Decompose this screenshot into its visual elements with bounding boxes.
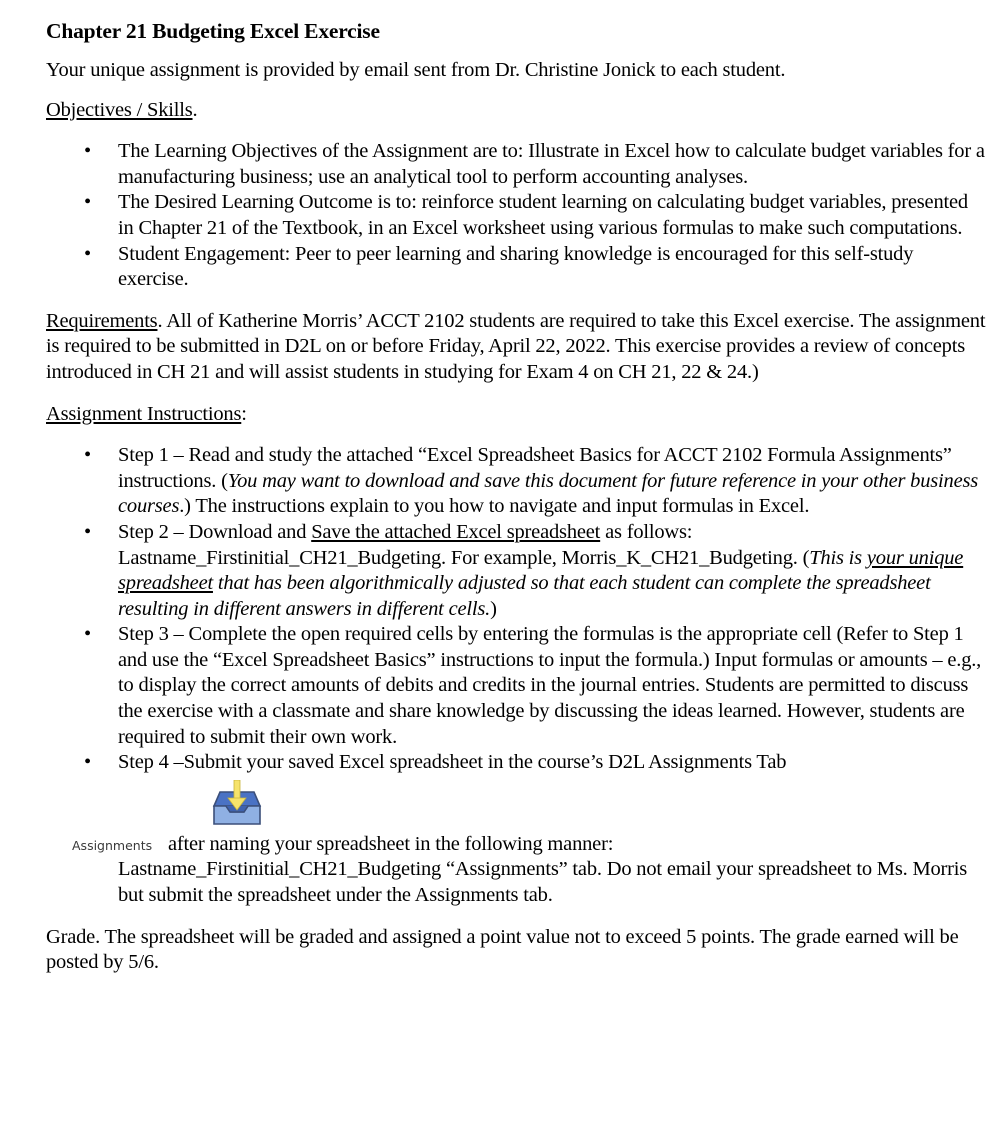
step-4-text: Step 4 –Submit your saved Excel spreadsheet in the course’s D2L Assignments Tab [118,751,787,774]
objective-text: The Desired Learning Outcome is to: reinforce student learning on calculating budget variables, presented in Chapter 21 of the Textbook, in an Excel worksheet using various formulas to make such computations. [118,191,968,239]
bullet-icon: • [84,191,91,214]
list-item [46,190,986,241]
bullet-icon: • [84,623,91,646]
instructions-heading-text: Assignment Instructions [46,402,242,425]
instructions-heading [46,402,986,428]
objective-text: Student Engagement: Peer to peer learning and sharing knowledge is encouraged for this self-study exercise. [118,242,914,291]
step-2-naming: as follows: Lastname_Firstinitial_CH21_Budgeting. For example, Morris_K_CH21_Budgeting. ( [118,520,810,569]
bullet-icon: • [84,444,91,467]
step-2-text: Step 2 – Download and [118,520,312,543]
heading-punctuation: : [241,402,247,425]
heading-punctuation: . [192,98,198,121]
intro-paragraph: Your unique assignment is provided by email sent from Dr. Christine Jonick to each student. [46,59,786,81]
unique-spreadsheet-emphasis: your unique spreadsheet [118,546,964,595]
step-4-naming-detail: Lastname_Firstinitial_CH21_Budgeting “Assignments” tab. Do not email your spreadsheet to Ms. Morris but submit the spreadsheet under the Assignments tab. [118,858,968,907]
objectives-list [46,139,986,293]
instructions-list [46,443,986,909]
assignments-icon-row [118,780,986,832]
assignments-line [72,832,986,858]
closing-paren: ) [490,597,497,620]
requirements-paragraph [46,309,986,386]
objectives-heading [46,98,986,124]
step-4-naming-intro: after naming your spreadsheet in the following manner: [168,832,614,855]
step-1-item [46,443,986,520]
list-item [46,242,986,293]
objectives-heading-text: Objectives / Skills [46,98,193,121]
document-page [46,14,986,976]
list-item [46,139,986,190]
grade-paragraph: Grade. The spreadsheet will be graded and assigned a point value not to exceed 5 points. The grade earned will be posted by 5/6. [46,925,959,974]
document-title: Chapter 21 Budgeting Excel Exercise [46,19,380,43]
objective-text: The Learning Objectives of the Assignment are to: Illustrate in Excel how to calculate budget variables for a manufacturing business; use an analytical tool to perform accounting analyses. [118,140,985,188]
save-spreadsheet-link[interactable]: Save the attached Excel spreadsheet [311,520,601,543]
step-4-item [46,750,986,908]
step-1-italic-note: You may want to download and save this document for future reference in your other business courses [118,469,979,518]
bullet-icon: • [84,751,91,774]
step-3-text: Step 3 – Complete the open required cells by entering the formulas is the appropriate cell (Refer to Step 1 and use the “Excel Spreadsheet Basics” instructions to input the formula.) Input formulas or amounts – e.g., to display the correct amounts of debits and credits in the journal entries. Students are permitted to discuss the exercise with a classmate and share knowledge by discussing the ideas learned. However, students are required to submit their own work. [118,623,982,748]
step-2-item [46,520,986,622]
assignments-icon-label[interactable]: Assignments [72,837,153,853]
step-3-item [46,622,986,750]
assignments-inbox-icon[interactable] [210,780,264,830]
bullet-icon: • [84,242,91,265]
bullet-icon: • [84,520,91,543]
italic-text: that has been algorithmically adjusted so that each student can complete the spreadsheet resulting in different answers in different cells. [118,572,931,620]
italic-text: This is [809,546,867,569]
bullet-icon: • [84,140,91,163]
requirements-heading: Requirements [46,309,158,332]
step-1-text-end: .) The instructions explain to you how to navigate and input formulas in Excel. [179,495,810,518]
step-1-text: Step 1 – Read and study the attached “Excel Spreadsheet Basics for ACCT 2102 Formula Assignments” instructions. ( [118,444,952,492]
requirements-body: . All of Katherine Morris’ ACCT 2102 students are required to take this Excel exercise. The assignment is required to be submitted in D2L on or before Friday, April 22, 2022. This exercise provides a review of concepts introduced in CH 21 and will assist students in studying for Exam 4 on CH 21, 22 & 24.) [46,309,986,383]
